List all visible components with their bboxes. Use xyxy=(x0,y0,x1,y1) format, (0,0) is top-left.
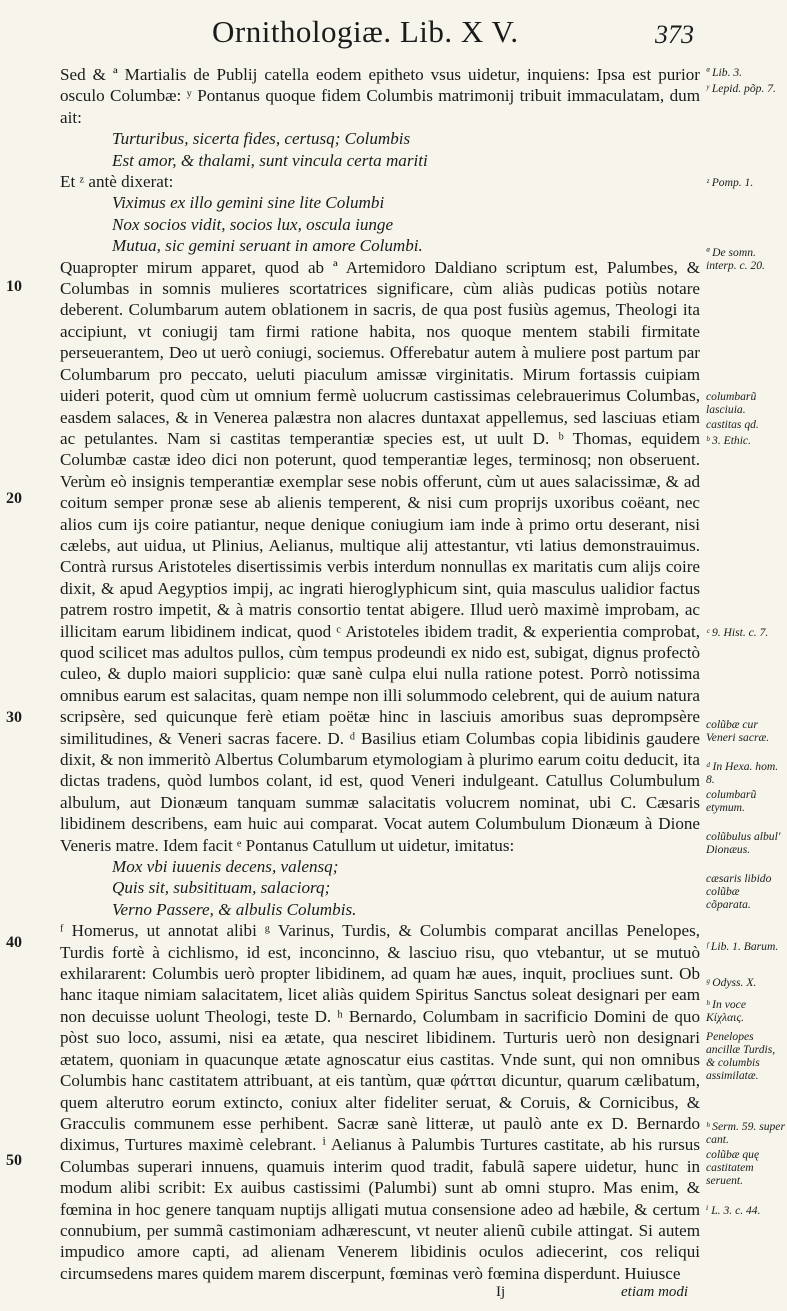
marginal-note: ᵈ In Hexa. hom. 8. xyxy=(706,760,779,786)
verse-block xyxy=(60,128,700,171)
paragraph: Et ᶻ antè dixerat: xyxy=(60,172,174,192)
verse-line: Quis sit, subsitituam, salaciorq; xyxy=(112,878,331,898)
verse-line: Turturibus, sicerta fides, certusq; Columbis xyxy=(112,129,411,149)
paragraph: Quapropter mirum apparet, quod ab ª Artemidoro Daldiano scriptum est, Palumbes, & Columbas in somnis mulieres scortatrices significare, cùm aliàs pudicas potiùs notare deberent. Columbarum autem oblationem in sacris, de qua post fusiùs agemus, Theologi ita accipiunt, vt coniugij tam firmi ratione habita, nos quoque mentem stabili firmitate perseuerantem, Deo ut uerò coniugi, sociemus. Offerebatur autem à muliere post partum par Columbarum pro peccato, ueluti piaculum amissæ virginitatis. Mirum fortassis cuipiam uideri poterit, quod cùm ut omnium fermè uolucrum castissimas celebrauerimus Columbas, easdem salaces, & in Venerea palæstra non alacres duntaxat appellemus, sed lasciuas etiam ac petulantes. Nam si castitas temperantiæ species est, ut uult D. ᵇ Thomas, equidem Columbæ castæ ideo dici non poterunt, quod temperantiæ leges, terminosq; non obseruent. Verùm eò insignis temperantiæ exemplar sese nobis offerunt, cùm ut aues salacissimæ, & ad coitum semper pronæ sese ab alienis temperent, & nisi cum proprijs uxoribus coëant, nec alios cum ijs coire patiantur, neque denique coniugium iam inde à primo ortu deserant, nisi cælebs, aut uidua, ut Plinius, Aelianus, multique alij attestantur, vti latius demonstrauimus. Contrà rursus Aristoteles disertissimis verbis interdum nonnullas ex maritatis cum alijs coire dixit, & apud Aegyptios impij, ac ingrati hieroglyphicum sint, quia masculus ualidior factus patrem rostro impetit, & à matris consortio tentat abigere. Illud uerò maximè improbam, ac illicitam earum libidinem indicat, quod ᶜ Aristoteles ibidem tradit, & experientia comprobat, quod scilicet mas adultos pullos, cùm tempus prodeundi ex nido est, subigat, dignus profectò culeo, & duplo maiori supplicio: quæ sanè culpa elui nulla ratione potest. Porrò notissima omnibus earum est salacitas, quam nempe non illi solummodo celebrent, qui de auium natura scripsère, sed quicunque ferè etiam poëtæ hinc in lasciuis amoribus suas deprompsère similitudines, & Veneri sacras facere. D. ᵈ Basilius etiam Columbas copia libidinis gaudere dixit, & non immeritò Albertus Columbarum etymologiam à plurimo earum coitu deducit, ita dictas tradens, quòd lumbos colant, id est, quod Veneri indulgeant. Catullus Columbulum albulum, aut Dionæum tanquam summæ salacitatis volucrem nominat, ubi C. Cæsaris libidinem describens, eam huic aui comparat. Vocat autem Columbulum Dionæum à Dione Veneris matre. Idem facit ᵉ Pontanus Catullum ut uidetur, imitatus: xyxy=(60,257,700,855)
running-header xyxy=(0,14,787,58)
running-title: Ornithologiæ. Lib. X V. xyxy=(212,14,519,49)
marginal-note: ⁱ L. 3. c. 44. xyxy=(706,1204,761,1217)
marginal-note: ᶻ Pomp. 1. xyxy=(706,176,754,189)
verse-line: Nox socios vidit, socios lux, oscula iunge xyxy=(112,214,394,234)
marginal-note: ª Lib. 3. xyxy=(706,66,743,79)
marginal-note: ᶜ 9. Hist. c. 7. xyxy=(706,626,769,639)
marginal-note: ʰ In voce Κίχλαις. xyxy=(706,998,746,1024)
paragraph: ᶠ Homerus, ut annotat alibi ᵍ Varinus, Turdis, & Columbis comparat ancillas Penelopes, Turdis fortè à cichlismo, id est, inconcinno, & lasciuo risu, quo vtebantur, ut se mutuò exhilararent: Columbis uerò propter libidinem, ad quam hæ aues, inquit, procliues sunt. Ob hanc itaque nimiam salacitatem, licet aliàs quidem Spiritus Sanctus soleat designari per eam non decuisse uolunt Theologi, teste D. ʰ Bernardo, Columbam in sacrificio Domini de quo pòst suo loco, assumi, nisi ea ætate, qua nesciret libidinem. Turturis uerò non designari ætatem, quoniam in quacunque ætate agnoscatur eius castitas. Vnde sunt, qui non omnibus Columbis hanc castitatem attribuant, at eis tantùm, quæ φάτται dicuntur, quarum cælibatum, quem alterutro eorum extincto, coniux alter fideliter seruat, & Coruis, & Cornicibus, & Gracculis communem esse perhibent. Sacræ sanè litteræ, ut paulò ante ex D. Bernardo diximus, Turtures maximè celebrant. ⁱ Aelianus à Palumbis Turtures castitate, ab his rursus Columbas superari innuens, quamuis interim quod tradit, fabulã sapere uidetur, hunc in modum alibi scribit: Ex auibus castissimi (Palumbi) sunt ab omni stupro. Mas enim, & fœmina in hoc genere tanquam nuptijs alligati mutua consensione adeo ad hæbile, & certum connubium, per summã castimoniam adhærescunt, vt neuter alienũ cubile attingat. Si autem impudico amore capti, ad alienam Venerem libidinis oculos adiecerint, cos reliqui circumsedens mares quidem marem discerpunt, fœminas verò fœmina disperdunt. Huiusce xyxy=(60,921,700,1283)
marginal-note: columbarũ etymum. xyxy=(706,788,757,814)
marginal-note: ʸ Lepid. põp. 7. xyxy=(706,82,776,95)
marginal-note: ʰ Serm. 59. super cant. xyxy=(706,1120,785,1146)
line-number: 10 xyxy=(6,278,22,295)
marginal-note: colũbulus albul' Dionæus. xyxy=(706,830,781,856)
line-number: 40 xyxy=(6,934,22,951)
page-number: 373 xyxy=(655,20,694,49)
verse-line: Mutua, sic gemini seruant in amore Columbi. xyxy=(112,236,423,256)
main-text xyxy=(60,64,700,1284)
catchword: etiam modi xyxy=(621,1284,689,1300)
marginal-note: Penelopes ancillæ Turdis, & columbis assimilatæ. xyxy=(706,1030,776,1082)
verse-line: Mox vbi iuuenis decens, valensq; xyxy=(112,857,339,877)
verse-line: Viximus ex illo gemini sine lite Columbi xyxy=(112,193,385,213)
verse-line: Est amor, & thalami, sunt vincula certa mariti xyxy=(112,150,428,170)
marginal-note: ª De somn. interp. c. 20. xyxy=(706,246,765,272)
line-number: 50 xyxy=(6,1152,22,1169)
marginal-note: colũbæ quę castitatem seruent. xyxy=(706,1148,760,1187)
paragraph: Sed & ª Martialis de Publij catella eodem epitheto vsus uidetur, inquiens: Ipsa est purior osculo Columbæ: ʸ Pontanus quoque fidem Columbis matrimonij tribuit immaculatam, dum ait: xyxy=(60,65,700,127)
marginal-note: colũbæ cur Veneri sacræ. xyxy=(706,718,770,744)
marginal-note: ᶠ Lib. 1. Barum. xyxy=(706,940,779,953)
line-number: 20 xyxy=(6,490,22,507)
marginal-note: castitas qd. xyxy=(706,418,759,431)
line-number: 30 xyxy=(6,709,22,726)
marginal-note: cæsaris libido colũbæ cõparata. xyxy=(706,872,772,911)
marginal-note: ᵍ Odyss. X. xyxy=(706,976,757,989)
verse-block xyxy=(60,856,700,920)
marginal-note: columbarũ lasciuia. xyxy=(706,390,757,416)
verse-block xyxy=(60,192,700,256)
marginal-note: ᵇ 3. Ethic. xyxy=(706,434,751,447)
signature-mark: Ij xyxy=(496,1284,506,1300)
verse-line: Verno Passere, & albulis Columbis. xyxy=(112,899,357,919)
